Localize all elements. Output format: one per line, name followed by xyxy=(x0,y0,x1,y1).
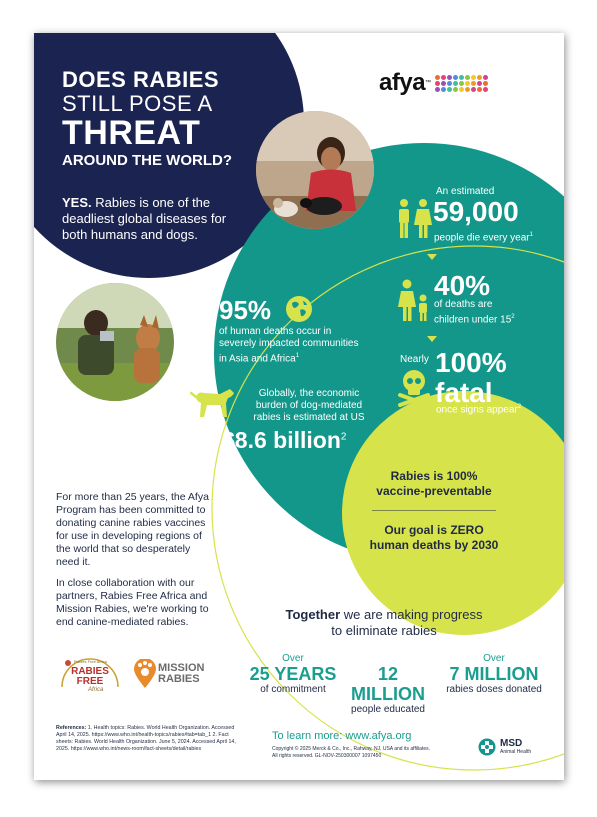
logo-dot xyxy=(435,81,440,86)
economic-line-1: Globally, the economic xyxy=(258,388,360,399)
deaths-value: 59,000 xyxy=(433,196,519,227)
photo-girl-with-puppies xyxy=(256,111,374,229)
logo-dot xyxy=(453,75,458,80)
metric-years-label: of commitment xyxy=(260,684,326,695)
children-ref: 2 xyxy=(511,314,515,320)
learn-more-link[interactable]: To learn more: www.afya.org xyxy=(272,730,412,742)
logo-dot xyxy=(483,81,488,86)
metric-years xyxy=(248,653,338,696)
asia-africa-ref: 1 xyxy=(295,353,300,359)
headline-line-1: DOES RABIES xyxy=(62,67,220,92)
asia-africa-caption-1: of human deaths occur in xyxy=(219,326,332,337)
deaths-caption xyxy=(434,232,533,243)
divider xyxy=(372,510,496,511)
rabies-free-africa-logo xyxy=(58,653,122,697)
metric-educated-label: people educated xyxy=(351,704,425,715)
yellow-line-1: Rabies is 100% xyxy=(390,469,478,483)
msd-logo xyxy=(478,738,531,756)
logo-dot xyxy=(477,75,482,80)
children-value: 40% xyxy=(434,270,491,301)
copyright-line-1: Copyright © 2025 Merck & Co., Inc., Rahway, NJ, USA and its affiliates. xyxy=(272,746,431,752)
headline-line-3: THREAT xyxy=(62,114,201,152)
arrow-down-1 xyxy=(427,254,437,260)
rf-top-text: Rabies Free Africa xyxy=(74,659,107,664)
logo-dot xyxy=(435,75,440,80)
family-icon xyxy=(394,198,434,240)
fatal-caption xyxy=(436,404,521,415)
yellow-line-3: Our goal is ZERO xyxy=(384,523,484,537)
asia-africa-caption-2: severely impacted communities xyxy=(219,338,359,349)
copyright xyxy=(272,746,462,760)
infographic-page xyxy=(34,33,564,780)
logo-dot xyxy=(471,75,476,80)
msd-subtitle: Animal Health xyxy=(500,749,532,755)
references-label: References: xyxy=(56,725,88,731)
dog-icon xyxy=(190,385,236,419)
rf-line-3: Africa xyxy=(88,687,104,693)
metric-doses-label: rabies doses donated xyxy=(446,684,542,695)
copyright-line-2: All rights reserved. GL-NOV-250300007 1097450 xyxy=(272,753,382,759)
msd-wordmark: MSD xyxy=(500,738,523,749)
fatal-value-1: 100% xyxy=(435,347,507,378)
trademark-mark: ™ xyxy=(425,80,432,86)
mission-rabies-logo xyxy=(132,657,212,693)
metric-years-value: 25 YEARS xyxy=(249,664,337,684)
deaths-ref: 1 xyxy=(529,232,533,238)
metric-doses-over: Over xyxy=(483,653,505,664)
deaths-prefix: An estimated xyxy=(436,186,495,197)
asia-africa-caption xyxy=(219,326,379,365)
metric-years-over: Over xyxy=(282,653,304,664)
logo-dot xyxy=(465,75,470,80)
references xyxy=(56,725,236,753)
economic-ref: 2 xyxy=(340,431,347,443)
logo-dot xyxy=(453,81,458,86)
logo-dots xyxy=(435,75,488,92)
mr-line-2: RABIES xyxy=(158,673,200,685)
metric-doses xyxy=(439,653,549,696)
economic-value xyxy=(222,427,346,454)
asia-africa-value: 95% xyxy=(219,295,272,325)
references-text: 1. Health topics: Rabies. World Health Organization. Accessed April 14, 2025. https://www.who.int/health-topics/rabies#tab=tab_1 2. Fact sheets: Rabies. World Health Organization. June 5, 2024. Accessed April 14, 2025. https://www.who.int/news-room/fact-sheets/detail/rabies xyxy=(56,725,236,752)
logo-dot xyxy=(477,81,482,86)
headline-line-4: AROUND THE WORLD? xyxy=(62,152,232,169)
fatal-prefix: Nearly xyxy=(400,354,429,365)
logo-dot xyxy=(441,81,446,86)
intro-bold: YES. xyxy=(62,195,92,210)
fatal-caption-text: once signs appear xyxy=(436,404,518,416)
fatal-value xyxy=(435,348,507,408)
together-line-1: we are making progress xyxy=(340,607,483,622)
fatal-ref: 2 xyxy=(517,404,522,410)
logo-dot xyxy=(477,87,482,92)
logo-dot xyxy=(447,75,452,80)
children-caption-1: of deaths are xyxy=(434,299,493,310)
logo-dot xyxy=(483,87,488,92)
economic-line-2: burden of dog-mediated xyxy=(255,400,363,411)
zero-deaths-goal xyxy=(349,523,519,553)
logo-dot xyxy=(459,75,464,80)
economic-text xyxy=(244,388,374,424)
program-description xyxy=(56,491,214,629)
logo-dot xyxy=(459,81,464,86)
skull-crossbones-icon xyxy=(396,369,432,407)
together-heading xyxy=(254,607,514,639)
afya-wordmark: afya xyxy=(379,69,426,96)
headline-line-2: STILL POSE A xyxy=(62,91,213,116)
logo-dot xyxy=(447,81,452,86)
yellow-line-2: vaccine-preventable xyxy=(376,484,492,498)
logo-dot xyxy=(465,81,470,86)
parent-child-icon xyxy=(396,279,432,323)
together-bold: Together xyxy=(285,607,341,622)
globe-icon xyxy=(285,295,313,323)
logo-dot xyxy=(471,81,476,86)
intro-text xyxy=(62,195,242,243)
msd-logo-icon xyxy=(478,738,496,756)
metric-educated xyxy=(340,664,436,716)
rf-line-2: FREE xyxy=(76,676,104,687)
asia-africa-caption-3: in Asia and Africa xyxy=(219,353,296,365)
logo-dot xyxy=(441,87,446,92)
arrow-down-2 xyxy=(427,336,437,342)
logo-dot xyxy=(435,87,440,92)
children-caption-2: children under 15 xyxy=(434,314,512,326)
metric-educated-value: 12 MILLION xyxy=(351,664,425,704)
headline xyxy=(62,69,232,168)
economic-line-3: rabies is estimated at US xyxy=(253,412,365,423)
logo-dot xyxy=(453,87,458,92)
logo-dot xyxy=(471,87,476,92)
yellow-line-4: human deaths by 2030 xyxy=(369,538,499,552)
intro-body: Rabies is one of the deadliest global diseases for both humans and dogs. xyxy=(62,195,227,242)
together-line-2: to eliminate rabies xyxy=(331,623,437,638)
logo-dot xyxy=(447,87,452,92)
mr-line-1: MISSION xyxy=(158,662,205,674)
economic-value-text: $8.6 billion xyxy=(222,427,341,453)
logo-dot xyxy=(483,75,488,80)
vaccine-preventable xyxy=(359,469,509,499)
photo-boy-with-dog xyxy=(56,283,174,401)
logo-dot xyxy=(441,75,446,80)
logo-dot xyxy=(465,87,470,92)
fatal-value-2: fatal xyxy=(435,377,493,408)
metric-doses-value: 7 MILLION xyxy=(449,664,539,684)
program-paragraph-1: For more than 25 years, the Afya Program has been committed to donating canine rabies vaccines for use in developing regions of the world that so desperately need it. xyxy=(56,491,209,568)
deaths-caption-text: people die every year xyxy=(434,232,530,244)
afya-logo xyxy=(379,69,488,97)
children-caption xyxy=(434,299,515,326)
logo-dot xyxy=(459,87,464,92)
rf-line-1: RABIES xyxy=(71,666,109,677)
program-paragraph-2: In close collaboration with our partners, Rabies Free Africa and Mission Rabies, we're working to end canine-mediated rabies. xyxy=(56,577,209,628)
